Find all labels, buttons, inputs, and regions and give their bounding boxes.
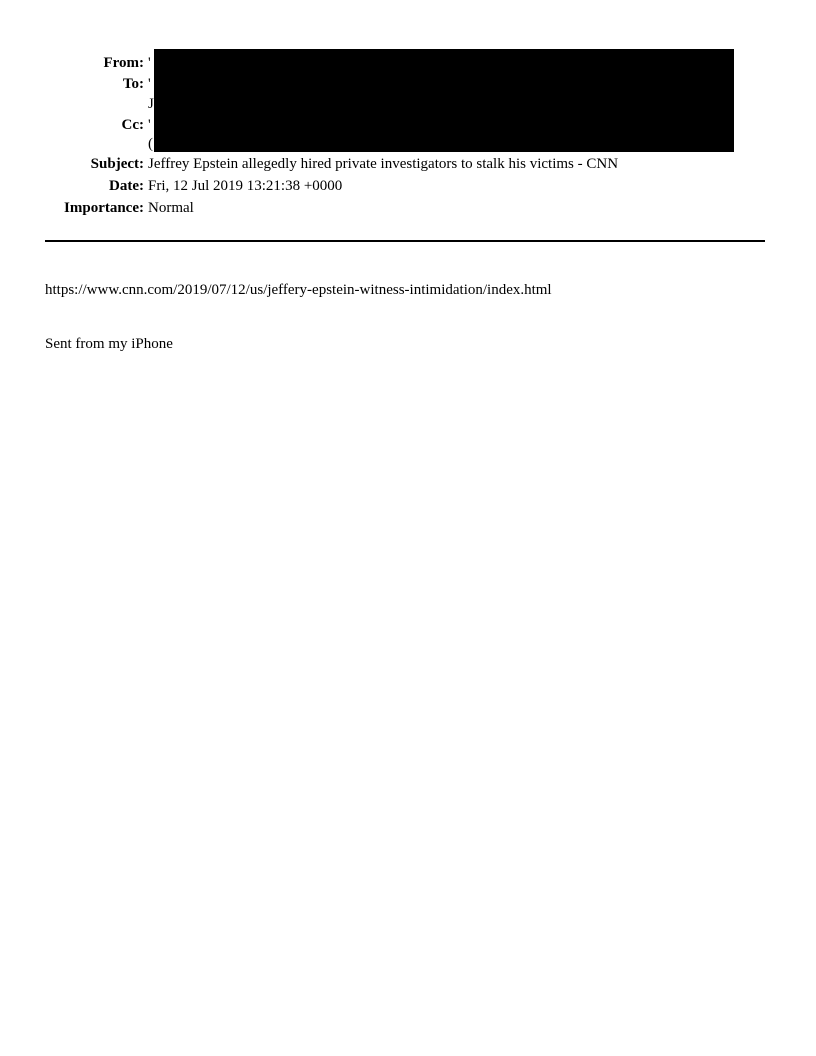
to-label: To: <box>122 76 144 92</box>
date-value: Fri, 12 Jul 2019 13:21:38 +0000 <box>148 178 343 194</box>
body-link[interactable]: https://www.cnn.com/2019/07/12/us/jeffery-epstein-witness-intimidation/index.html <box>45 282 552 298</box>
cc-continuation-fragment: ( <box>148 136 153 152</box>
subject-value: Jeffrey Epstein allegedly hired private investigators to stalk his victims - CNN <box>148 156 619 172</box>
importance-label: Importance: <box>64 200 144 216</box>
importance-value: Normal <box>148 200 194 216</box>
to-continuation-fragment: J <box>148 96 154 112</box>
header-divider <box>45 240 765 242</box>
date-row <box>0 176 816 196</box>
subject-row <box>0 154 816 174</box>
redaction-block <box>154 49 734 152</box>
from-label: From: <box>103 55 144 71</box>
date-label: Date: <box>109 178 144 194</box>
body-signature: Sent from my iPhone <box>45 336 173 352</box>
cc-fragment: ' <box>148 117 151 133</box>
to-fragment: ' <box>148 76 151 92</box>
subject-label: Subject: <box>90 156 144 172</box>
cc-label: Cc: <box>121 117 144 133</box>
importance-row <box>0 198 816 218</box>
from-fragment: ' <box>148 55 151 71</box>
